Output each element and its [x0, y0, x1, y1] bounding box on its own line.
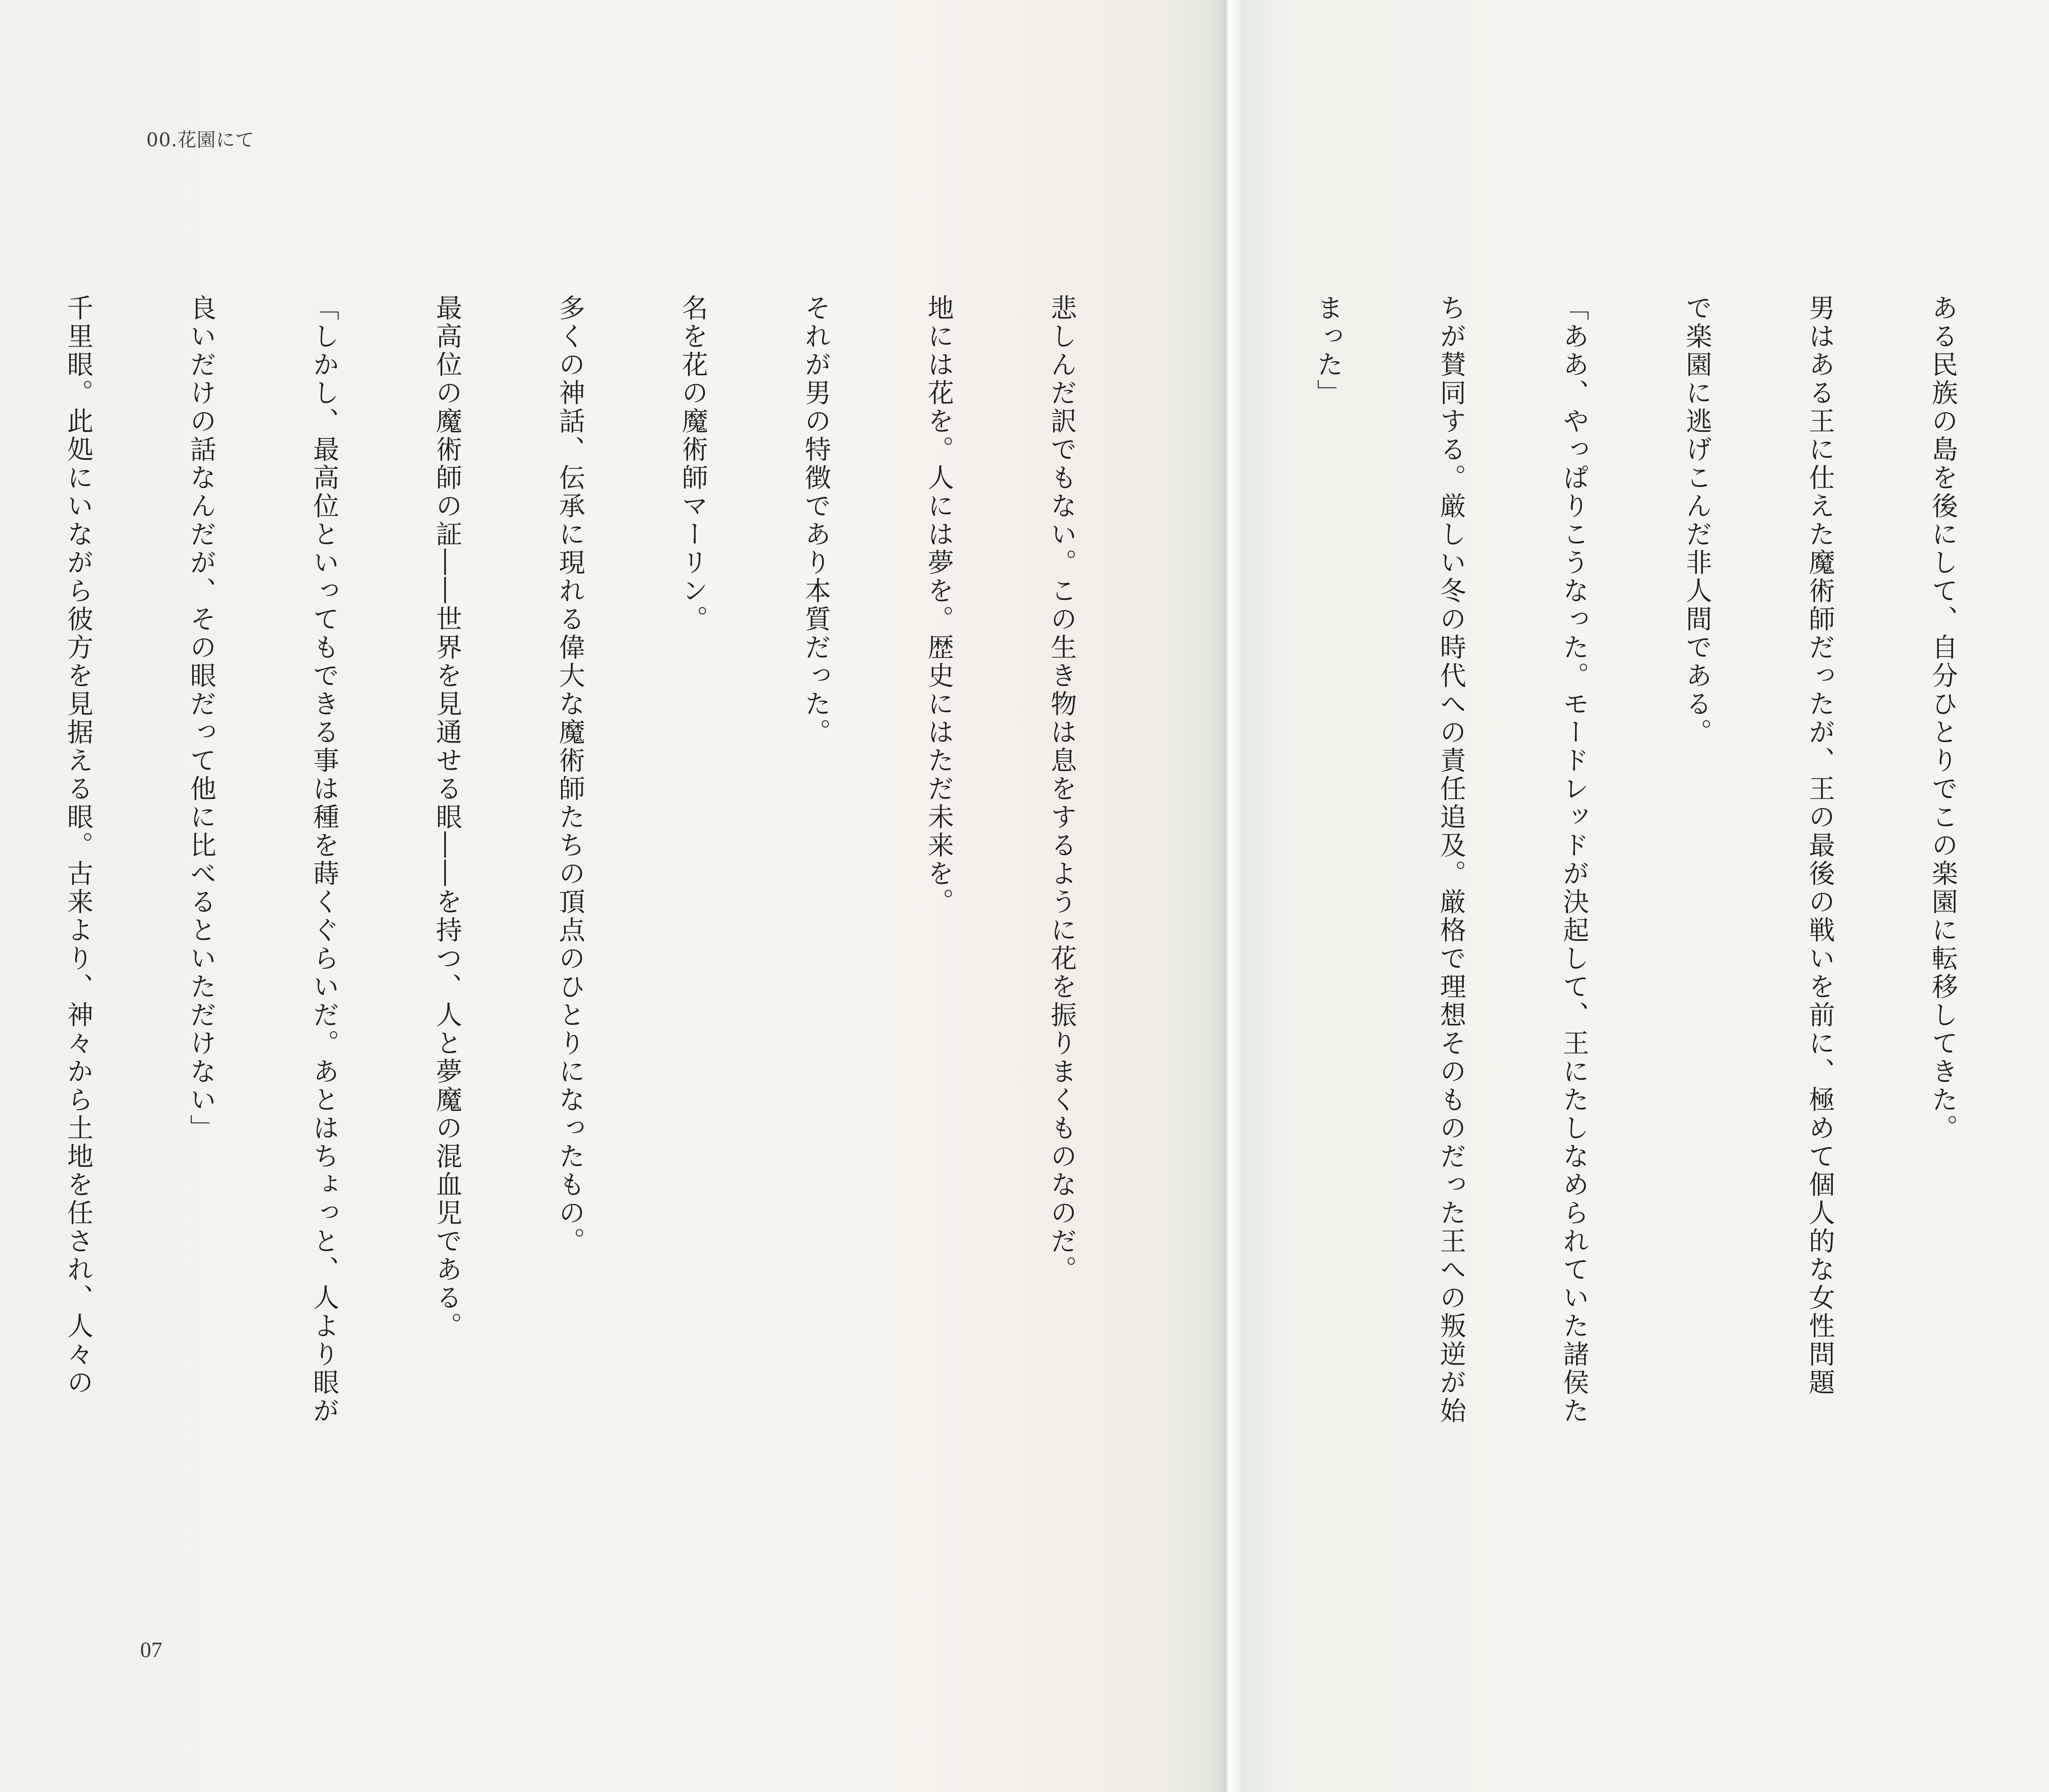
text-line: 地には花を。人には夢を。歴史にはただ未来を。	[923, 294, 954, 916]
text-line: 「しかし、最高位といってもできる事は種を蒔くぐらいだ。あとはちょっと、人より眼が	[309, 294, 339, 1425]
text-line: 名を花の魔術師マーリン。	[677, 294, 708, 634]
text-line: まった」	[1313, 294, 1343, 407]
text-line: 千里眼。此処にいながら彼方を見据える眼。古来より、神々から土地を任され、人々の	[63, 294, 93, 1397]
right-page-text	[1311, 294, 2049, 1515]
text-line: 最高位の魔術師の証――世界を見通せる眼――を持つ、人と夢魔の混血児である。	[432, 294, 462, 1340]
right-page	[1242, 0, 2049, 1792]
text-line: 「ああ、やっぱりこうなった。モードレッドが決起して、王にたしなめられていた諸侯た	[1558, 294, 1589, 1425]
text-line: 悲しんだ訳でもない。この生き物は息をするように花を振りまくものなのだ。	[1046, 294, 1077, 1284]
text-line: で楽園に逃げこんだ非人間である。	[1681, 294, 1712, 747]
text-line: 男はある王に仕えた魔術師だったが、王の最後の戦いを前に、極めて個人的な女性問題	[1804, 294, 1835, 1397]
text-line: ある民族の島を後にして、自分ひとりでこの楽園に転移してきた。	[1927, 294, 1958, 1142]
text-line: それが男の特徴であり本質だった。	[800, 294, 831, 747]
left-page-text	[63, 294, 1164, 1515]
text-line: 良いだけの話なんだが、その眼だって他に比べるといただけない」	[186, 294, 216, 1142]
chapter-header: 00.花園にて	[146, 129, 255, 151]
page-number: 07	[140, 1638, 162, 1662]
text-line: ちが賛同する。厳しい冬の時代への責任追及。厳格で理想そのものだった王への叛逆が始	[1436, 294, 1466, 1425]
text-line	[2045, 294, 2049, 1515]
book-gutter	[1213, 0, 1242, 1792]
text-line: 多くの神話、伝承に現れる偉大な魔術師たちの頂点のひとりになったもの。	[554, 294, 585, 1256]
